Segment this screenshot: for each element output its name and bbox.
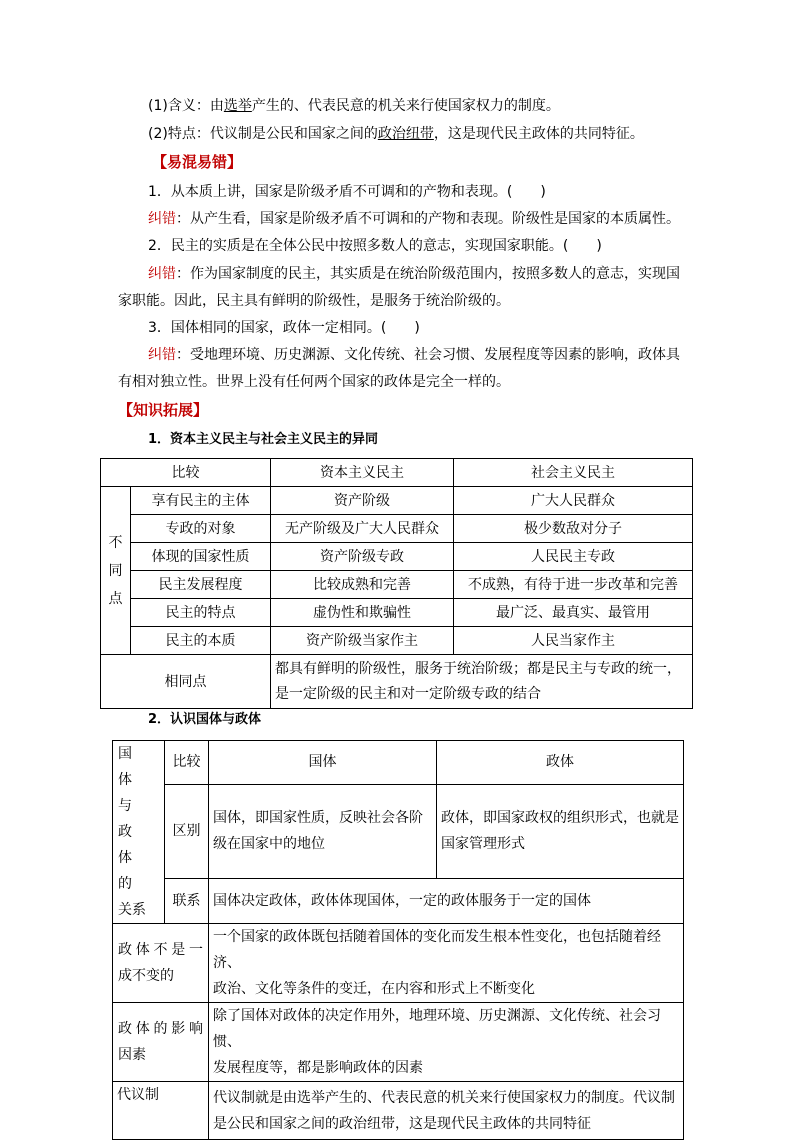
confusion-question-3: 3．国体相同的国家，政体一定相同。( ) (148, 320, 420, 336)
table-row (101, 487, 693, 515)
same-points-text (271, 655, 693, 709)
row-label: 民主的特点 (131, 599, 271, 627)
table-row (113, 784, 684, 878)
intro-feature-underlined: 政治纽带 (377, 126, 434, 142)
socialist-cell: 人民民主专政 (454, 543, 693, 571)
zhengti-difference-line1: 政体，即国家政权的组织形式，也就是 (441, 810, 679, 827)
table-row (113, 878, 684, 923)
change-text (209, 924, 684, 1003)
difference-label: 区别 (165, 784, 209, 878)
correction-tag: 纠错 (148, 266, 176, 282)
relation-label-3: 体 的 (118, 850, 146, 892)
intro-feature-suffix: ，这是现代民主政体的共同特征。 (433, 126, 644, 142)
table-row (113, 1082, 684, 1140)
change-label (113, 924, 209, 1003)
zhengti-difference-line2: 国家管理形式 (441, 836, 525, 853)
confusion-answer-3 (148, 345, 680, 365)
factor-text (209, 1003, 684, 1082)
confusion-question-2: 2．民主的实质是在全体公民中按照多数人的意志，实现国家职能。( ) (148, 238, 602, 254)
table-row (101, 543, 693, 571)
row-label: 专政的对象 (131, 515, 271, 543)
relation-label-4: 关系 (118, 902, 146, 918)
relation-label (113, 741, 165, 924)
same-points-label: 相同点 (101, 655, 271, 709)
confusion-answer-3-cont: 有相对独立性。世界上没有任何两个国家的政体是完全一样的。 (118, 374, 510, 390)
state-regime-table (112, 740, 684, 1140)
capitalist-cell: 虚伪性和欺骗性 (271, 599, 454, 627)
socialist-cell: 最广泛、最真实、最管用 (454, 599, 693, 627)
table1-heading: 1．资本主义民主与社会主义民主的异同 (148, 432, 379, 447)
socialist-cell: 极少数敌对分子 (454, 515, 693, 543)
table-row (113, 741, 684, 785)
guoti-difference-line2: 级在国家中的地位 (213, 836, 325, 853)
diff-label-2: 同 (108, 562, 123, 579)
diff-label-3: 点 (108, 590, 123, 607)
table-row (113, 1003, 684, 1082)
confusion-answer-2 (148, 264, 680, 284)
confusion-title: 【易混易错】 (152, 153, 243, 171)
confusion-question-1: 1．从本质上讲，国家是阶级矛盾不可调和的产物和表现。( ) (148, 184, 546, 200)
representative-text-line1: 代议制就是由选举产生的、代表民意的机关来行使国家权力的制度。代议制 (213, 1089, 675, 1106)
factor-text-line2: 发展程度等，都是影响政体的因素 (213, 1060, 423, 1076)
table-header-row (101, 459, 693, 487)
socialist-cell: 不成熟，有待于进一步改革和完善 (454, 571, 693, 599)
relation-label-1: 国 体 (118, 746, 146, 788)
representative-text-line2: 是公民和国家之间的政治纽带，这是现代民主政体的共同特征 (213, 1115, 591, 1132)
header-guoti: 国体 (209, 741, 437, 785)
correction-tag: 纠错 (148, 347, 176, 363)
zhengti-difference (437, 784, 684, 878)
header-capitalist: 资本主义民主 (271, 459, 454, 487)
confusion-answer-text: ：受地理环境、历史渊源、文化传统、社会习惯、发展程度等因素的影响，政体具 (176, 347, 680, 363)
capitalist-cell: 资产阶级 (271, 487, 454, 515)
intro-meaning-prefix: (1)含义：由 (148, 98, 224, 114)
democracy-comparison-table (100, 458, 693, 709)
intro-feature-prefix: (2)特点：代议制是公民和国家之间的 (148, 126, 378, 142)
table-row (101, 571, 693, 599)
header-zhengti: 政体 (437, 741, 684, 785)
factor-label-line2: 因素 (118, 1047, 146, 1063)
same-points-row (101, 655, 693, 709)
confusion-answer-text: ：从产生看，国家是阶级矛盾不可调和的产物和表现。阶级性是国家的本质属性。 (176, 211, 680, 227)
link-text: 国体决定政体，政体体现国体，一定的政体服务于一定的国体 (209, 878, 684, 923)
correction-tag: 纠错 (148, 211, 176, 227)
intro-feature (148, 124, 644, 144)
intro-meaning (148, 96, 560, 116)
header-compare: 比较 (101, 459, 271, 487)
row-label: 民主发展程度 (131, 571, 271, 599)
header-socialist: 社会主义民主 (454, 459, 693, 487)
row-label: 民主的本质 (131, 627, 271, 655)
guoti-difference-line1: 国体，即国家性质，反映社会各阶 (213, 810, 423, 827)
intro-meaning-suffix: 产生的、代表民意的机关来行使国家权力的制度。 (251, 98, 560, 114)
link-label: 联系 (165, 878, 209, 923)
diff-label-1: 不 (108, 534, 123, 551)
change-label-line1: 政体不是一 (118, 942, 203, 958)
table-row (101, 515, 693, 543)
capitalist-cell: 资产阶级专政 (271, 543, 454, 571)
capitalist-cell: 比较成熟和完善 (271, 571, 454, 599)
socialist-cell: 人民当家作主 (454, 627, 693, 655)
representative-text (209, 1082, 684, 1140)
table2-heading: 2．认识国体与政体 (148, 712, 262, 727)
table-row (101, 627, 693, 655)
change-text-line1: 一个国家的政体既包括随着国体的变化而发生根本性变化，也包括随着经济、 (213, 929, 661, 971)
table-row (113, 924, 684, 1003)
table-row (101, 599, 693, 627)
same-points-text-line2: 是一定阶级的民主和对一定阶级专政的结合 (275, 685, 541, 702)
same-points-text-line1: 都具有鲜明的阶级性，服务于统治阶级；都是民主与专政的统一， (275, 660, 681, 677)
diff-label-cell (101, 487, 131, 655)
capitalist-cell: 资产阶级当家作主 (271, 627, 454, 655)
extension-title: 【知识拓展】 (118, 401, 209, 419)
factor-label (113, 1003, 209, 1082)
change-text-line2: 政治、文化等条件的变迁，在内容和形式上不断变化 (213, 981, 535, 997)
compare-label: 比较 (165, 741, 209, 785)
confusion-answer-1 (148, 209, 680, 229)
row-label: 体现的国家性质 (131, 543, 271, 571)
confusion-answer-text: ：作为国家制度的民主，其实质是在统治阶级范围内，按照多数人的意志，实现国 (176, 266, 680, 282)
factor-label-line1: 政体的影响 (118, 1021, 203, 1037)
guoti-difference (209, 784, 437, 878)
intro-meaning-underlined: 选举 (223, 98, 252, 114)
representative-label: 代议制 (113, 1082, 209, 1140)
confusion-answer-2-cont: 家职能。因此，民主具有鲜明的阶级性，是服务于统治阶级的。 (118, 293, 510, 309)
capitalist-cell: 无产阶级及广大人民群众 (271, 515, 454, 543)
factor-text-line1: 除了国体对政体的决定作用外，地理环境、历史渊源、文化传统、社会习惯、 (213, 1008, 661, 1050)
change-label-line2: 成不变的 (118, 968, 174, 984)
row-label: 享有民主的主体 (131, 487, 271, 515)
socialist-cell: 广大人民群众 (454, 487, 693, 515)
relation-label-2: 与 政 (118, 798, 146, 840)
